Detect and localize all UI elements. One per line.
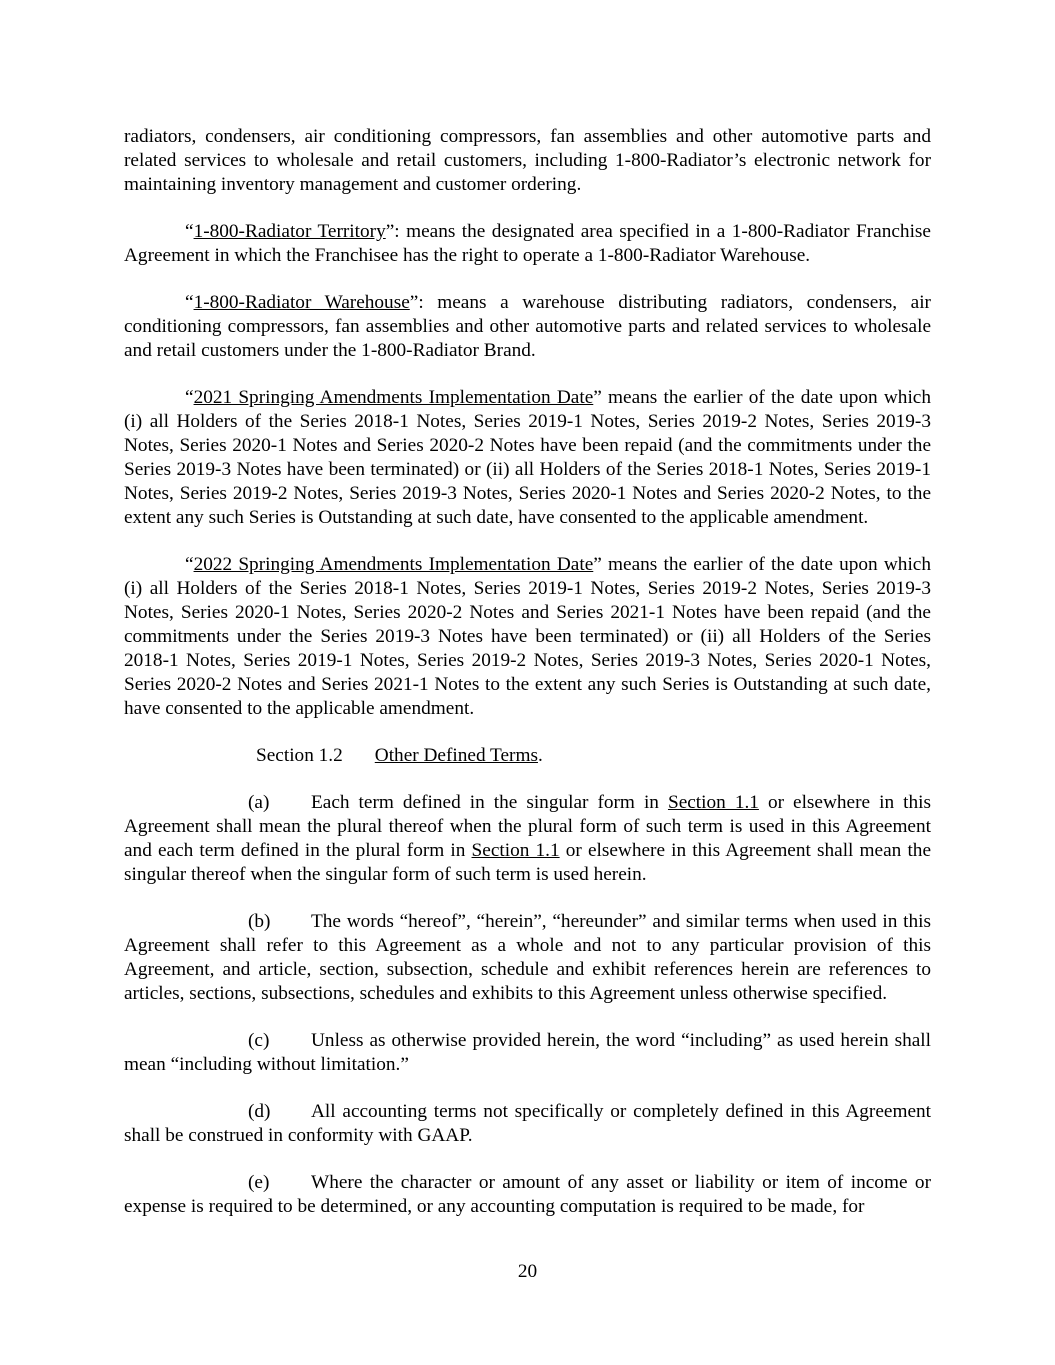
- subsection-b: [124, 910, 931, 1006]
- subsection-text: Where the character or amount of any asset or liability or item of income or expense is required to be determined, or any accounting computation is required to be made, for: [124, 1172, 931, 1217]
- subsection-label: (a): [248, 792, 270, 813]
- section-reference-link[interactable]: Section 1.1: [667, 792, 759, 813]
- subsection-e: [124, 1171, 931, 1219]
- definition-1800-radiator-warehouse: [124, 291, 931, 363]
- document-page: [124, 125, 931, 1242]
- defined-term: 1-800-Radiator Warehouse: [193, 292, 410, 313]
- subsection-label: (e): [248, 1172, 270, 1193]
- section-heading: [124, 744, 931, 768]
- open-quote: “: [185, 554, 194, 575]
- section-title: Other Defined Terms: [374, 745, 538, 766]
- section-title-period: .: [537, 745, 543, 766]
- subsection-label: (b): [248, 911, 271, 932]
- page-number: 20: [517, 1261, 538, 1282]
- definition-2021-springing-amendments: [124, 386, 931, 530]
- subsection-d: [124, 1100, 931, 1148]
- section-number: Section 1.2: [256, 745, 343, 766]
- subsection-text: All accounting terms not specifically or completely defined in this Agreement shall be construed in conformity with GAAP.: [124, 1101, 931, 1146]
- subsection-a: [124, 791, 931, 887]
- definition-text: ”: means a warehouse distributing radiators, condensers, air conditioning compressors, fan assemblies and other automotive parts and related services to wholesale and retail customers under the 1-800-Radiator Brand.: [124, 292, 931, 361]
- defined-term: 2021 Springing Amendments Implementation Date: [193, 387, 594, 408]
- subsection-text: The words “hereof”, “herein”, “hereunder” and similar terms when used in this Agreement shall refer to this Agreement as a whole and not to any particular provision of this Agreement, and article, section, subsection, schedule and exhibit references herein are references to articles, sections, subsections, schedules and exhibits to this Agreement unless otherwise specified.: [124, 911, 931, 1004]
- subsection-text: or elsewhere in this Agreement shall mean the singular thereof when the singular form of such term is used herein.: [124, 840, 931, 885]
- open-quote: “: [185, 387, 194, 408]
- defined-term: 1-800-Radiator Territory: [193, 221, 386, 242]
- subsection-text: Unless as otherwise provided herein, the word “including” as used herein shall mean “including without limitation.”: [124, 1030, 931, 1075]
- subsection-label: (c): [248, 1030, 270, 1051]
- subsection-label: (d): [248, 1101, 271, 1122]
- subsection-c: [124, 1029, 931, 1077]
- open-quote: “: [185, 221, 194, 242]
- definition-2022-springing-amendments: [124, 553, 931, 721]
- subsection-text: or elsewhere in this Agreement shall mean the plural thereof when the plural form of such term is used in this Agreement and each term defined in the plural form in: [124, 792, 931, 861]
- subsection-text: Each term defined in the singular form in: [311, 792, 668, 813]
- definition-text: ” means the earlier of the date upon which (i) all Holders of the Series 2018-1 Notes, Series 2019-1 Notes, Series 2019-2 Notes, Series 2019-3 Notes, Series 2020-1 Notes, Series 2020-2 Notes and Series 2021-1 Notes have been repaid (and the commitments under the Series 2019-3 Notes have been terminated) or (ii) all Holders of the Series 2018-1 Notes, Series 2019-1 Notes, Series 2019-2 Notes, Series 2019-3 Notes, Series 2020-1 Notes, Series 2020-2 Notes and Series 2021-1 Notes to the extent any such Series is Outstanding at such date, have consented to the applicable amendment.: [124, 554, 932, 719]
- open-quote: “: [185, 292, 194, 313]
- section-reference-link[interactable]: Section 1.1: [471, 840, 560, 861]
- defined-term: 2022 Springing Amendments Implementation Date: [193, 554, 594, 575]
- definition-text: ” means the earlier of the date upon which (i) all Holders of the Series 2018-1 Notes, Series 2019-1 Notes, Series 2019-2 Notes, Series 2019-3 Notes, Series 2020-1 Notes and Series 2020-2 Notes have been repaid (and the commitments under the Series 2019-3 Notes have been terminated) or (ii) all Holders of the Series 2018-1 Notes, Series 2019-1 Notes, Series 2019-2 Notes, Series 2019-3 Notes, Series 2020-1 Notes and Series 2020-2 Notes, to the extent any such Series is Outstanding at such date, have consented to the applicable amendment.: [124, 387, 932, 528]
- definition-1800-radiator-territory: [124, 220, 931, 268]
- paragraph-continuation: radiators, condensers, air conditioning compressors, fan assemblies and other automotive parts and related services to wholesale and retail customers, including 1-800-Radiator’s electronic network for maintaining inventory management and customer ordering.: [124, 126, 931, 195]
- definition-text: ”: means the designated area specified in a 1-800-Radiator Franchise Agreement in which the Franchisee has the right to operate a 1-800-Radiator Warehouse.: [124, 221, 931, 266]
